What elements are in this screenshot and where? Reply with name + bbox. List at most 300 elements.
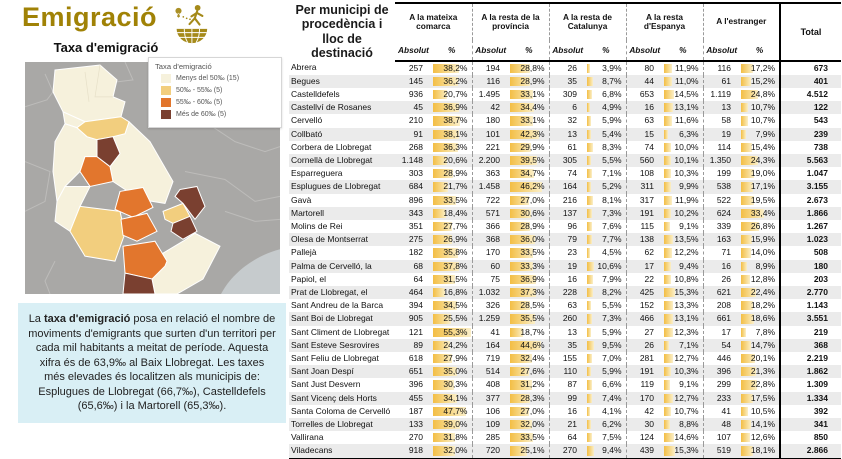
- pct-cell: [740, 312, 780, 325]
- pct-value: 9,5%: [602, 339, 622, 350]
- pct-cell: [432, 286, 472, 299]
- pct-cell: [432, 154, 472, 167]
- pct-cell: [509, 299, 549, 312]
- pct-cell: [432, 392, 472, 405]
- pct-bar: [664, 235, 673, 244]
- map-legend-title: Taxa d'emigració: [155, 62, 212, 71]
- pct-value: 8,2%: [602, 286, 622, 297]
- absolut-cell: 108: [639, 168, 655, 179]
- municipality-cell: Begues: [291, 75, 320, 86]
- pct-bar: [664, 262, 671, 271]
- absolut-cell: 16: [644, 102, 655, 113]
- pct-cell: [663, 233, 703, 246]
- total-cell: 1.866: [780, 207, 841, 220]
- absolut-cell: 905: [408, 313, 423, 324]
- absolut-cell: 522: [716, 194, 732, 205]
- pct-value: 42,3%: [520, 128, 545, 139]
- absolut-cell: 538: [716, 181, 732, 192]
- pct-value: 8,7%: [602, 75, 622, 86]
- page-title: Emigració: [22, 2, 158, 32]
- pct-cell: [509, 141, 549, 154]
- pct-value: 17,5%: [750, 392, 776, 403]
- pct-bar: [587, 182, 591, 191]
- absolut-cell: 343: [408, 207, 423, 218]
- pct-bar: [664, 196, 672, 205]
- pct-cell: [509, 405, 549, 418]
- pct-bar: [664, 209, 671, 218]
- pct-cell: [740, 194, 780, 207]
- pct-bar: [664, 64, 672, 73]
- pct-value: 15,3%: [674, 286, 699, 297]
- pct-cell: [586, 220, 626, 233]
- pct-value: 34,7%: [520, 168, 545, 179]
- pct-bar: [741, 341, 751, 350]
- pct-value: 7,5%: [602, 432, 622, 443]
- absolut-cell: 170: [485, 247, 500, 258]
- absolut-cell: 16: [567, 405, 578, 416]
- table-body: [289, 61, 841, 459]
- municipality-cell: Esplugues de Llobregat: [291, 181, 381, 192]
- pct-bar: [664, 446, 675, 455]
- absolut-cell: 191: [639, 366, 655, 377]
- pct-cell: [509, 339, 549, 352]
- absolut-cell: 199: [716, 168, 732, 179]
- pct-value: 18,1%: [750, 445, 776, 456]
- pct-cell: [663, 180, 703, 193]
- municipality-cell: Abrera: [291, 62, 317, 72]
- pct-cell: [509, 392, 549, 405]
- pct-value: 24,3%: [750, 154, 776, 165]
- pct-value: 22,4%: [750, 286, 776, 297]
- absolut-cell: 110: [563, 366, 578, 377]
- pct-value: 31,8%: [443, 432, 468, 443]
- pct-value: 6,3%: [679, 128, 699, 139]
- absolut-cell: 74: [567, 168, 578, 179]
- total-cell: 180: [780, 260, 841, 273]
- pct-bar: [664, 169, 671, 178]
- pct-bar: [587, 446, 594, 455]
- pct-cell: [586, 61, 626, 75]
- absolut-cell: 106: [485, 405, 500, 416]
- total-cell: 673: [780, 61, 841, 75]
- pct-bar: [664, 354, 673, 363]
- absolut-cell: 180: [485, 115, 500, 126]
- table-row: [289, 114, 841, 127]
- pct-value: 18,6%: [750, 313, 776, 324]
- pct-cell: [509, 378, 549, 391]
- pct-bar: [741, 130, 746, 139]
- pct-bar: [664, 90, 674, 99]
- absolut-cell: 54: [721, 339, 732, 350]
- map-legend: [148, 57, 282, 128]
- pct-value: 7,1%: [602, 168, 622, 179]
- absolut-cell: 1.495: [478, 88, 500, 99]
- subheader-absolut: Absolut: [549, 40, 586, 60]
- subheader-absolut: Absolut: [703, 40, 740, 60]
- pct-bar: [587, 341, 594, 350]
- municipality-cell: Olesa de Montserrat: [291, 234, 369, 245]
- pct-value: 14,1%: [750, 418, 776, 429]
- absolut-cell: 89: [413, 339, 423, 350]
- subheader-pct: %: [432, 40, 472, 60]
- absolut-cell: 13: [721, 102, 732, 113]
- pct-value: 7,9%: [602, 273, 622, 284]
- pct-value: 12,2%: [674, 247, 699, 258]
- absolut-cell: 68: [413, 260, 423, 271]
- absolut-cell: 281: [639, 352, 655, 363]
- pct-cell: [586, 75, 626, 88]
- pct-value: 35,8%: [443, 247, 468, 258]
- emigration-table: [289, 2, 841, 459]
- pct-value: 7,4%: [602, 392, 622, 403]
- pct-cell: [740, 88, 780, 101]
- pct-cell: [432, 75, 472, 88]
- pct-cell: [432, 207, 472, 220]
- pct-value: 27,0%: [520, 194, 545, 205]
- pct-value: 33,1%: [520, 115, 545, 126]
- pct-value: 35,5%: [520, 313, 545, 324]
- pct-cell: [740, 167, 780, 180]
- absolut-cell: 107: [716, 432, 732, 443]
- pct-cell: [586, 101, 626, 114]
- pct-value: 34,5%: [443, 300, 468, 311]
- pct-bar: [741, 103, 748, 112]
- municipality-cell: Corbera de Llobregat: [291, 141, 372, 152]
- pct-value: 12,7%: [674, 392, 699, 403]
- absolut-cell: 661: [716, 313, 732, 324]
- pct-cell: [663, 101, 703, 114]
- legend-item: [161, 110, 275, 119]
- pct-cell: [663, 141, 703, 154]
- info-text-bold: taxa d'emigració: [43, 313, 131, 325]
- pct-bar: [664, 420, 670, 429]
- absolut-cell: 439: [626, 444, 663, 458]
- pct-cell: [432, 220, 472, 233]
- pct-cell: [586, 405, 626, 418]
- absolut-cell: 1.148: [401, 154, 423, 165]
- pct-cell: [509, 75, 549, 88]
- legend-swatch: [161, 110, 171, 119]
- pct-cell: [509, 431, 549, 444]
- pct-cell: [663, 154, 703, 167]
- total-cell: 2.866: [780, 444, 841, 458]
- absolut-cell: 17: [644, 260, 655, 271]
- pct-bar: [664, 130, 668, 139]
- absolut-cell: 75: [490, 273, 500, 284]
- municipality-cell: Sant Andreu de la Barca: [291, 300, 384, 311]
- pct-value: 36,0%: [520, 234, 545, 245]
- absolut-cell: 145: [408, 75, 423, 86]
- absolut-cell: 109: [485, 418, 500, 429]
- absolut-cell: 152: [639, 300, 655, 311]
- pct-cell: [586, 286, 626, 299]
- pct-cell: [586, 326, 626, 339]
- absolut-cell: 124: [639, 432, 655, 443]
- pct-cell: [432, 418, 472, 431]
- municipality-cell: Vallirana: [291, 432, 324, 443]
- municipality-cell: Collbató: [291, 128, 323, 139]
- total-cell: 1.862: [780, 365, 841, 378]
- absolut-cell: 270: [408, 432, 423, 443]
- absolut-cell: 1.458: [478, 181, 500, 192]
- municipality-cell: Cervelló: [291, 115, 323, 126]
- pct-value: 21,3%: [750, 366, 776, 377]
- absolut-cell: 514: [485, 366, 500, 377]
- pct-value: 22,8%: [750, 379, 776, 390]
- pct-bar: [664, 328, 673, 337]
- absolut-cell: 164: [562, 181, 578, 192]
- absolut-cell: 16: [567, 273, 578, 284]
- pct-value: 10,8%: [674, 273, 699, 284]
- absolut-cell: 270: [549, 444, 586, 458]
- pct-cell: [586, 180, 626, 193]
- pct-cell: [663, 61, 703, 75]
- pct-value: 4,9%: [602, 102, 622, 113]
- subheader-absolut: Absolut: [472, 40, 509, 60]
- pct-cell: [740, 405, 780, 418]
- absolut-cell: 351: [408, 220, 423, 231]
- subheader-pct: %: [663, 40, 703, 60]
- pct-cell: [740, 154, 780, 167]
- pct-bar: [741, 77, 751, 86]
- pct-bar: [741, 275, 750, 284]
- absolut-cell: 194: [485, 62, 500, 73]
- pct-bar: [587, 156, 591, 165]
- absolut-cell: 425: [639, 286, 655, 297]
- legend-label: 55‰ - 60‰ (5): [176, 99, 223, 106]
- absolut-cell: 684: [408, 181, 423, 192]
- municipality-cell: Cornellà de Llobregat: [291, 154, 373, 165]
- table-row: [289, 312, 841, 325]
- pct-bar: [664, 288, 675, 297]
- absolut-cell: 116: [486, 75, 500, 86]
- pct-cell: [663, 88, 703, 101]
- absolut-cell: 394: [408, 300, 423, 311]
- municipality-cell: Castellví de Rosanes: [291, 102, 372, 113]
- absolut-cell: 79: [567, 234, 578, 245]
- pct-bar: [587, 222, 592, 231]
- pct-bar: [587, 235, 592, 244]
- pct-value: 5,5%: [602, 154, 622, 165]
- pct-value: 10,0%: [674, 141, 699, 152]
- absolut-cell: 303: [408, 168, 423, 179]
- pct-bar: [664, 222, 670, 231]
- pct-value: 38,7%: [443, 115, 468, 126]
- absolut-cell: 408: [485, 379, 500, 390]
- pct-value: 7,9%: [755, 128, 776, 139]
- pct-cell: [432, 167, 472, 180]
- absolut-cell: 1.119: [710, 88, 732, 99]
- municipality-cell: Esparreguera: [291, 168, 343, 179]
- table-row: [289, 378, 841, 391]
- total-cell: 203: [780, 273, 841, 286]
- table-row: [289, 352, 841, 365]
- total-cell: 1.023: [780, 233, 841, 246]
- absolut-cell: 13: [567, 326, 578, 337]
- absolut-cell: 64: [567, 432, 578, 443]
- absolut-cell: 305: [562, 154, 578, 165]
- pct-value: 33,5%: [520, 432, 545, 443]
- pct-cell: [740, 431, 780, 444]
- pct-bar: [664, 341, 669, 350]
- pct-bar: [587, 328, 591, 337]
- total-cell: 3.155: [780, 180, 841, 193]
- absolut-cell: 187: [408, 405, 423, 416]
- pct-cell: [509, 260, 549, 273]
- pct-value: 14,5%: [674, 88, 699, 99]
- pct-cell: [586, 233, 626, 246]
- absolut-cell: 164: [485, 339, 500, 350]
- pct-value: 44,6%: [520, 339, 545, 350]
- pct-value: 11,6%: [675, 115, 699, 126]
- pct-value: 10,2%: [674, 207, 699, 218]
- pct-cell: [740, 365, 780, 378]
- pct-value: 33,3%: [520, 260, 545, 271]
- absolut-cell: 368: [485, 234, 500, 245]
- total-cell: 1.143: [780, 299, 841, 312]
- pct-cell: [663, 352, 703, 365]
- pct-value: 37,3%: [520, 286, 545, 297]
- pct-bar: [664, 314, 673, 323]
- absolut-cell: 121: [408, 326, 423, 337]
- absolut-cell: 19: [567, 260, 578, 271]
- absolut-cell: 137: [562, 207, 578, 218]
- pct-bar: [664, 433, 674, 442]
- pct-cell: [740, 128, 780, 141]
- total-cell: 543: [780, 114, 841, 127]
- pct-cell: [509, 365, 549, 378]
- pct-bar: [587, 116, 591, 125]
- absolut-cell: 464: [408, 286, 423, 297]
- pct-value: 15,9%: [750, 234, 776, 245]
- absolut-cell: 896: [408, 194, 423, 205]
- table-row: [289, 339, 841, 352]
- municipality-cell: Martorell: [291, 207, 325, 218]
- pct-value: 36,9%: [520, 273, 545, 284]
- absolut-cell: 35: [567, 75, 578, 86]
- absolut-cell: 63: [567, 300, 578, 311]
- absolut-cell: 99: [567, 392, 578, 403]
- pct-value: 10,7%: [750, 115, 776, 126]
- absolut-cell: 268: [408, 141, 423, 152]
- pct-cell: [432, 180, 472, 193]
- pct-cell: [586, 312, 626, 325]
- total-cell: 239: [780, 128, 841, 141]
- pct-value: 7,7%: [602, 234, 622, 245]
- pct-cell: [509, 312, 549, 325]
- pct-cell: [663, 312, 703, 325]
- pct-cell: [663, 392, 703, 405]
- pct-bar: [587, 262, 594, 271]
- legend-item: [161, 98, 275, 107]
- pct-cell: [663, 128, 703, 141]
- pct-value: 15,4%: [750, 141, 776, 152]
- pct-value: 7,6%: [602, 220, 622, 231]
- absolut-cell: 155: [562, 352, 578, 363]
- total-cell: 3.551: [780, 312, 841, 325]
- absolut-cell: 17: [721, 326, 732, 337]
- pct-value: 10,1%: [674, 154, 699, 165]
- pct-value: 8,8%: [679, 418, 699, 429]
- pct-cell: [586, 299, 626, 312]
- absolut-cell: 26: [721, 273, 732, 284]
- municipality-cell: Molins de Rei: [291, 220, 343, 231]
- absolut-cell: 91: [413, 128, 423, 139]
- municipality-cell: Palma de Cervelló, la: [291, 260, 372, 271]
- absolut-cell: 519: [703, 444, 740, 458]
- municipality-cell: Sant Boi de Llobregat: [291, 313, 373, 324]
- pct-cell: [740, 352, 780, 365]
- pct-value: 18,7%: [520, 326, 545, 337]
- pct-cell: [740, 444, 780, 458]
- total-cell: 1.267: [780, 220, 841, 233]
- municipality-cell: Sant Esteve Sesrovires: [291, 339, 380, 350]
- table-row: [289, 299, 841, 312]
- pct-bar: [741, 143, 752, 152]
- absolut-cell: 23: [567, 247, 578, 258]
- pct-value: 37,8%: [443, 260, 468, 271]
- pct-value: 33,1%: [520, 88, 545, 99]
- municipality-cell: Pallejà: [291, 247, 317, 258]
- pct-value: 19,0%: [750, 168, 776, 179]
- table-row: [289, 101, 841, 114]
- pct-cell: [663, 431, 703, 444]
- pct-value: 28,9%: [520, 220, 545, 231]
- pct-value: 38,2%: [443, 62, 468, 73]
- pct-cell: [740, 392, 780, 405]
- absolut-cell: 44: [644, 75, 655, 86]
- municipality-cell: Torrelles de Llobregat: [291, 418, 373, 429]
- municipality-cell: Papiol, el: [291, 273, 326, 284]
- absolut-cell: 64: [413, 273, 423, 284]
- map-subtitle: Taxa d'emigració: [53, 40, 159, 55]
- municipality-cell: Gavà: [291, 194, 312, 205]
- pct-value: 12,3%: [674, 326, 699, 337]
- pct-cell: [509, 114, 549, 127]
- pct-value: 33,5%: [443, 194, 468, 205]
- pct-bar: [587, 380, 592, 389]
- pct-cell: [663, 339, 703, 352]
- pct-cell: [740, 260, 780, 273]
- pct-value: 39,0%: [443, 418, 468, 429]
- absolut-cell: 257: [408, 62, 423, 73]
- pct-cell: [740, 418, 780, 431]
- pct-cell: [663, 246, 703, 259]
- pct-value: 21,7%: [443, 181, 468, 192]
- absolut-cell: 116: [717, 62, 732, 73]
- pct-cell: [586, 167, 626, 180]
- total-cell: 1.334: [780, 392, 841, 405]
- pct-value: 13,1%: [674, 102, 699, 113]
- pct-cell: [432, 326, 472, 339]
- absolut-cell: 1.350: [709, 154, 732, 165]
- pct-value: 9,4%: [679, 260, 699, 271]
- pct-bar: [741, 262, 747, 271]
- pct-bar: [664, 367, 671, 376]
- pct-value: 13,1%: [674, 313, 699, 324]
- table-row: [289, 167, 841, 180]
- pct-value: 14,0%: [750, 247, 776, 258]
- absolut-cell: 15: [644, 128, 655, 139]
- absolut-cell: 170: [639, 392, 655, 403]
- pct-value: 18,4%: [443, 207, 468, 218]
- absolut-cell: 216: [562, 194, 578, 205]
- pct-value: 15,3%: [674, 445, 699, 456]
- pct-value: 6,6%: [602, 379, 622, 390]
- table-row: [289, 431, 841, 444]
- absolut-cell: 720: [472, 444, 509, 458]
- pct-value: 26,9%: [443, 234, 468, 245]
